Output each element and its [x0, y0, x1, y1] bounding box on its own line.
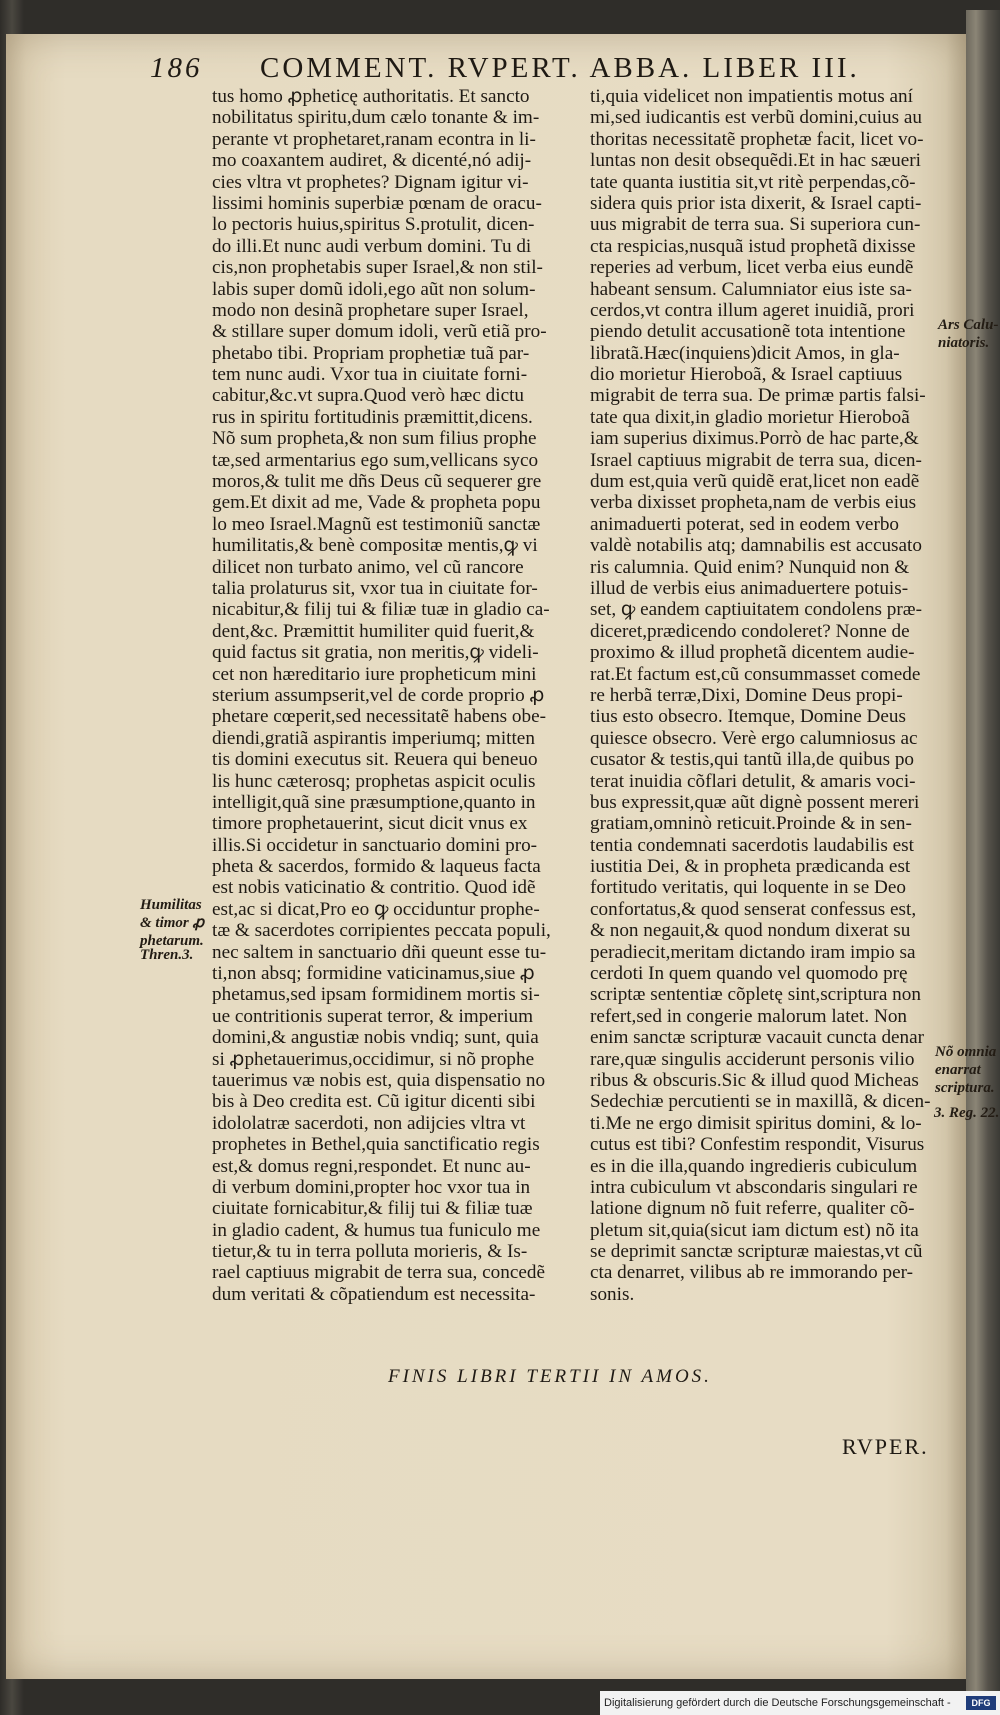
text-line: ti.Me ne ergo dimisit spiritus domini, & lo- [590, 1112, 922, 1134]
text-line: dum veritati & cõpatiendum est necessita- [212, 1283, 536, 1305]
text-line: tauerimus væ nobis est, quia dispensatio no [212, 1069, 546, 1091]
text-line: si ꝓphetauerimus,occidimur, si nõ prophe [212, 1048, 535, 1070]
margin-note-line: Ars Calu- [938, 317, 999, 333]
text-line: tæ,sed armentarius ego sum,vellicans syco [212, 449, 539, 471]
text-line: verba dixisset propheta,nam de verbis eius [590, 492, 917, 514]
text-line: illud de verbis eius animaduertere potuis- [590, 577, 909, 599]
text-line: lo pectoris huius,spiritus S.protulit, dicen- [212, 214, 535, 236]
text-line: est,ac si dicat,Pro eo ꝙ occiduntur prophe- [212, 898, 540, 920]
text-line: labis super domũ idoli,ego aũt non solum- [212, 278, 536, 300]
text-line: lo meo Israel.Magnũ est testimoniũ sanctæ [212, 513, 541, 535]
text-line: gratiam,omninò reticuit.Proinde & in sen- [590, 813, 912, 835]
text-line: sidera quis prior ista dixerit, & Israel capti- [590, 192, 922, 214]
text-line: reperies ad verbum, licet verba eius eundẽ [590, 257, 914, 279]
text-line: proximo & illud prophetã dicentem audie- [590, 642, 915, 664]
text-line: idololatræ sacerdoti, non adijcies vltra vt [212, 1112, 526, 1134]
text-line: di verbum domini,propter hoc vxor tua in [212, 1176, 531, 1198]
text-line: in gladio cadent, & humus tua funiculo me [212, 1219, 541, 1241]
text-line: set, ꝙ eandem captiuitatem condolens præ- [590, 599, 922, 621]
text-line: mi,sed iudicantis est verbũ domini,cuius au [590, 107, 922, 129]
text-line: ris calumnia. Quid enim? Nunquid non & [590, 556, 910, 578]
margin-note-reg [934, 1104, 999, 1122]
text-line: animaduerti poterat, sed in eodem verbo [590, 513, 900, 535]
digitization-credit-text: Digitalisierung gefördert durch die Deutsche Forschungsgemeinschaft - [604, 1697, 951, 1709]
text-line: prophetes in Bethel,quia sanctificatio regis [212, 1134, 540, 1156]
text-line: habeant sensum. Calumniator eius iste sa- [590, 278, 912, 300]
text-line: piendo detulit accusationẽ tota intentione [590, 321, 906, 343]
text-line: ti,quia videlicet non impatientis motus aní [590, 86, 913, 107]
text-line: tate quanta iustitia sit,vt ritè perpendas,cõ- [590, 171, 916, 193]
digitization-credit-bar [600, 1691, 1000, 1715]
text-line: intra cubiculum vt abscondaris singulari re [590, 1176, 918, 1198]
text-line: ti,non absq; formidine vaticinamus,siue ꝓ [212, 963, 535, 985]
text-line: est nobis vaticinatio & contritio. Quod idẽ [212, 877, 536, 899]
text-line: quid factus sit gratia, non meritis,ꝙ videli- [212, 642, 539, 664]
text-line: ribus & obscuris.Sic & illud quod Micheas [590, 1069, 919, 1091]
text-line: quiesce obsecro. Verè ergo calumniosus ac [590, 727, 918, 749]
text-line: gem.Et dixit ad me, Vade & propheta popu [212, 492, 541, 514]
text-line: cis,non prophetabis super Israel,& non stil- [212, 257, 543, 279]
margin-note-non-omnia [935, 1043, 996, 1097]
text-line: cet non hæreditario iure propheticum mini [212, 663, 537, 685]
text-line: tius esto obsecro. Itemque, Domine Deus [590, 706, 906, 728]
text-line: rat.Et factum est,cũ consummasset comede [590, 663, 921, 685]
text-line: Sedechiæ percutienti se in maxillã, & dicen- [590, 1091, 931, 1113]
text-line: rael captiuus migrabit de terra sua, concedẽ [212, 1262, 545, 1284]
text-line: tietur,& tu in terra polluta morieris, & Is- [212, 1241, 528, 1263]
margin-note-line: 3. Reg. 22. [934, 1105, 1000, 1121]
text-line: phetamus,sed ipsam formidinem mortis si- [212, 984, 540, 1006]
text-line: pletum sit,quia(sicut iam dictum est) nõ ita [590, 1219, 919, 1241]
text-line: & stillare super domum idoli, verũ etiã pro- [212, 321, 547, 343]
dfg-logo: DFG [966, 1696, 996, 1710]
text-line: est,& domus regni,respondet. Et nunc au- [212, 1155, 531, 1177]
text-line: talia prolaturus sit, vxor tua in ciuitate for- [212, 577, 538, 599]
margin-note-line: enarrat [935, 1062, 981, 1078]
text-line: mo coaxantem audiret, & dicenté,nó adij- [212, 150, 532, 172]
margin-note-calumniatoris [938, 316, 998, 352]
text-line: terat inuidia cõflari detulit, & amaris voci- [590, 770, 916, 792]
text-line: uus migrabit de terra sua. Si superiora cun- [590, 214, 921, 236]
text-line: intelligit,quã sine præsumptione,quanto in [212, 791, 536, 813]
text-line: lis hunc cæterosq; prophetas aspicit oculis [212, 770, 536, 792]
text-line: migrabit de terra sua. De primæ partis falsi- [590, 385, 926, 407]
text-line: lissimi hominis superbiæ pœnam de oracu- [212, 192, 542, 214]
text-line: illis.Si occidetur in sanctuario domini pro- [212, 834, 538, 856]
text-line: confortatus,& quod senserat confessus est, [590, 898, 917, 920]
text-line: timore prophetauerint, sicut dicit vnus ex [212, 813, 528, 835]
text-line: cta denarret, vilibus ab re immorando per- [590, 1262, 914, 1284]
text-line: dum est,quia verũ quidẽ erat,licet non eadẽ [590, 471, 920, 493]
text-line: diendi,gratiã aspirantis imperiumq; mitten [212, 727, 535, 749]
text-line: humilitatis,& benè compositæ mentis,ꝙ vi [212, 535, 538, 557]
text-line: scriptæ sententiæ cõpletę sint,scriptura non [590, 984, 921, 1006]
text-line: cusator & testis,qui tantũ illa,de quibus po [590, 749, 915, 771]
text-line: ue contritionis superat terror, & imperium [212, 1005, 534, 1027]
margin-note-line: Thren.3. [140, 947, 194, 963]
text-line: tæ & sacerdotes corripientes peccata populi, [212, 920, 551, 942]
finis-line: FINIS LIBRI TERTII IN AMOS. [388, 1366, 712, 1387]
text-line: diceret,prædicendo condoleret? Nonne de [590, 620, 910, 642]
text-line: tem nunc audi. Vxor tua in ciuitate forni- [212, 364, 528, 386]
text-line: tis domini executus sit. Reuera qui beneuo [212, 749, 538, 771]
left-text-column [212, 86, 572, 1305]
text-line: bus expressit,quæ aũt dignè possent mereri [590, 791, 920, 813]
text-line: fortitudo veritatis, qui loquente in se Deo [590, 877, 906, 899]
text-line: se deprimit sanctæ scripturæ maiestas,vt cũ [590, 1241, 923, 1263]
text-line: re herbã terræ,Dixi, Domine Deus propi- [590, 684, 903, 706]
margin-note-line: Humilitas [140, 897, 202, 913]
catchword: RVPER. [842, 1434, 929, 1459]
margin-note-line: & timor ꝓ [140, 915, 205, 931]
running-title: COMMENT. RVPERT. ABBA. LIBER III. [260, 52, 860, 84]
text-line: dilicet non turbato animo, vel cũ rancore [212, 556, 524, 578]
margin-note-line: Nõ omnia [935, 1044, 997, 1060]
text-line: iam superius diximus.Porrò de hac parte,& [590, 428, 919, 450]
text-line: peradiecit,meritam dictando iram impio sa [590, 941, 916, 963]
text-line: do illi.Et nunc audi verbum domini. Tu di [212, 235, 532, 257]
text-line: libratã.Hæc(inquiens)dicit Amos, in gla- [590, 342, 900, 364]
text-line: tentia condemnati sacerdotis laudabilis est [590, 834, 914, 856]
margin-note-threnorum [140, 946, 193, 964]
text-line: nec saltem in sanctuario dñi queunt esse tu- [212, 941, 547, 963]
text-line: thoritas necessitatẽ prophetæ facit, licet vo- [590, 128, 924, 150]
text-line: dio morietur Hieroboã, & Israel captiuus [590, 364, 903, 386]
text-line: sonis. [590, 1283, 635, 1305]
text-line: tus homo ꝓpheticę authoritatis. Et sancto [212, 86, 530, 107]
text-line: enim sanctæ scripturæ vacauit cuncta denar [590, 1027, 925, 1049]
margin-note-humilitas [140, 896, 204, 950]
text-line: tate qua dixit,in gladio morietur Hieroboã [590, 406, 910, 428]
text-line: Nõ sum propheta,& non sum filius prophe [212, 428, 537, 450]
text-line: nobilitatus spiritu,dum cælo tonante & im- [212, 107, 540, 129]
margin-note-line: scriptura. [935, 1080, 995, 1096]
text-line: phetare cœperit,sed necessitatẽ habens obe- [212, 706, 547, 728]
text-line: & non negauit,& quod nondum dixerat su [590, 920, 911, 942]
text-line: rus in spiritu fortitudinis præmittit,dicens. [212, 406, 533, 428]
text-line: luntas non desit obsequẽdi.Et in hac sæueri [590, 150, 921, 172]
text-line: cta respicias,nusquã istud prophetã dixisse [590, 235, 916, 257]
text-line: bis à Deo credita est. Cũ igitur dicenti sibi [212, 1091, 536, 1113]
text-line: valdè notabilis atq; damnabilis est accusato [590, 535, 922, 557]
text-line: moros,& tulit me dñs Deus cũ sequerer gre [212, 471, 542, 493]
right-text-column [590, 86, 945, 1305]
text-line: pheta & sacerdos, formido & laqueus facta [212, 856, 541, 878]
text-line: iustitia Dei, & in propheta prædicanda est [590, 856, 911, 878]
text-line: cerdos,vt contra illum ageret inuidiã, prori [590, 299, 915, 321]
text-line: modo non desinã prophetare super Israel, [212, 299, 529, 321]
text-line: ciuitate fornicabitur,& filij tui & filiæ tuæ [212, 1198, 533, 1220]
folio-number: 186 [150, 52, 203, 84]
text-line: nicabitur,& filij tui & filiæ tuæ in gladio ca- [212, 599, 550, 621]
page-edge [966, 10, 1000, 1700]
text-line: refert,sed in congerie malorum latet. Non [590, 1005, 908, 1027]
text-line: phetabo tibi. Propriam prophetiæ tuã par- [212, 342, 530, 364]
text-line: es in die illa,quando ingredieris cubiculum [590, 1155, 918, 1177]
text-line: Israel captiuus migrabit de terra sua, dicen- [590, 449, 922, 471]
text-line: rare,quæ singulis acciderunt personis vilio [590, 1048, 915, 1070]
text-line: cerdoti In quem quando vel quomodo prę [590, 963, 908, 985]
text-line: sterium assumpserit,vel de corde proprio ꝓ [212, 684, 545, 706]
text-line: dent,&c. Præmittit humiliter quid fuerit,& [212, 620, 535, 642]
text-line: perante vt prophetaret,ranam econtra in li- [212, 128, 536, 150]
text-line: cabitur,&c.vt supra.Quod verò hæc dictu [212, 385, 525, 407]
margin-note-line: phetarum. [140, 933, 204, 949]
text-line: latione dignum nõ fuit referre, qualiter cõ- [590, 1198, 915, 1220]
text-line: domini,& angustiæ nobis vndiq; sunt, quia [212, 1027, 539, 1049]
text-line: cutus est tibi? Confestim respondit, Visurus [590, 1134, 925, 1156]
text-line: cies vltra vt prophetes? Dignam igitur vi- [212, 171, 529, 193]
margin-note-line: niatoris. [938, 335, 990, 351]
